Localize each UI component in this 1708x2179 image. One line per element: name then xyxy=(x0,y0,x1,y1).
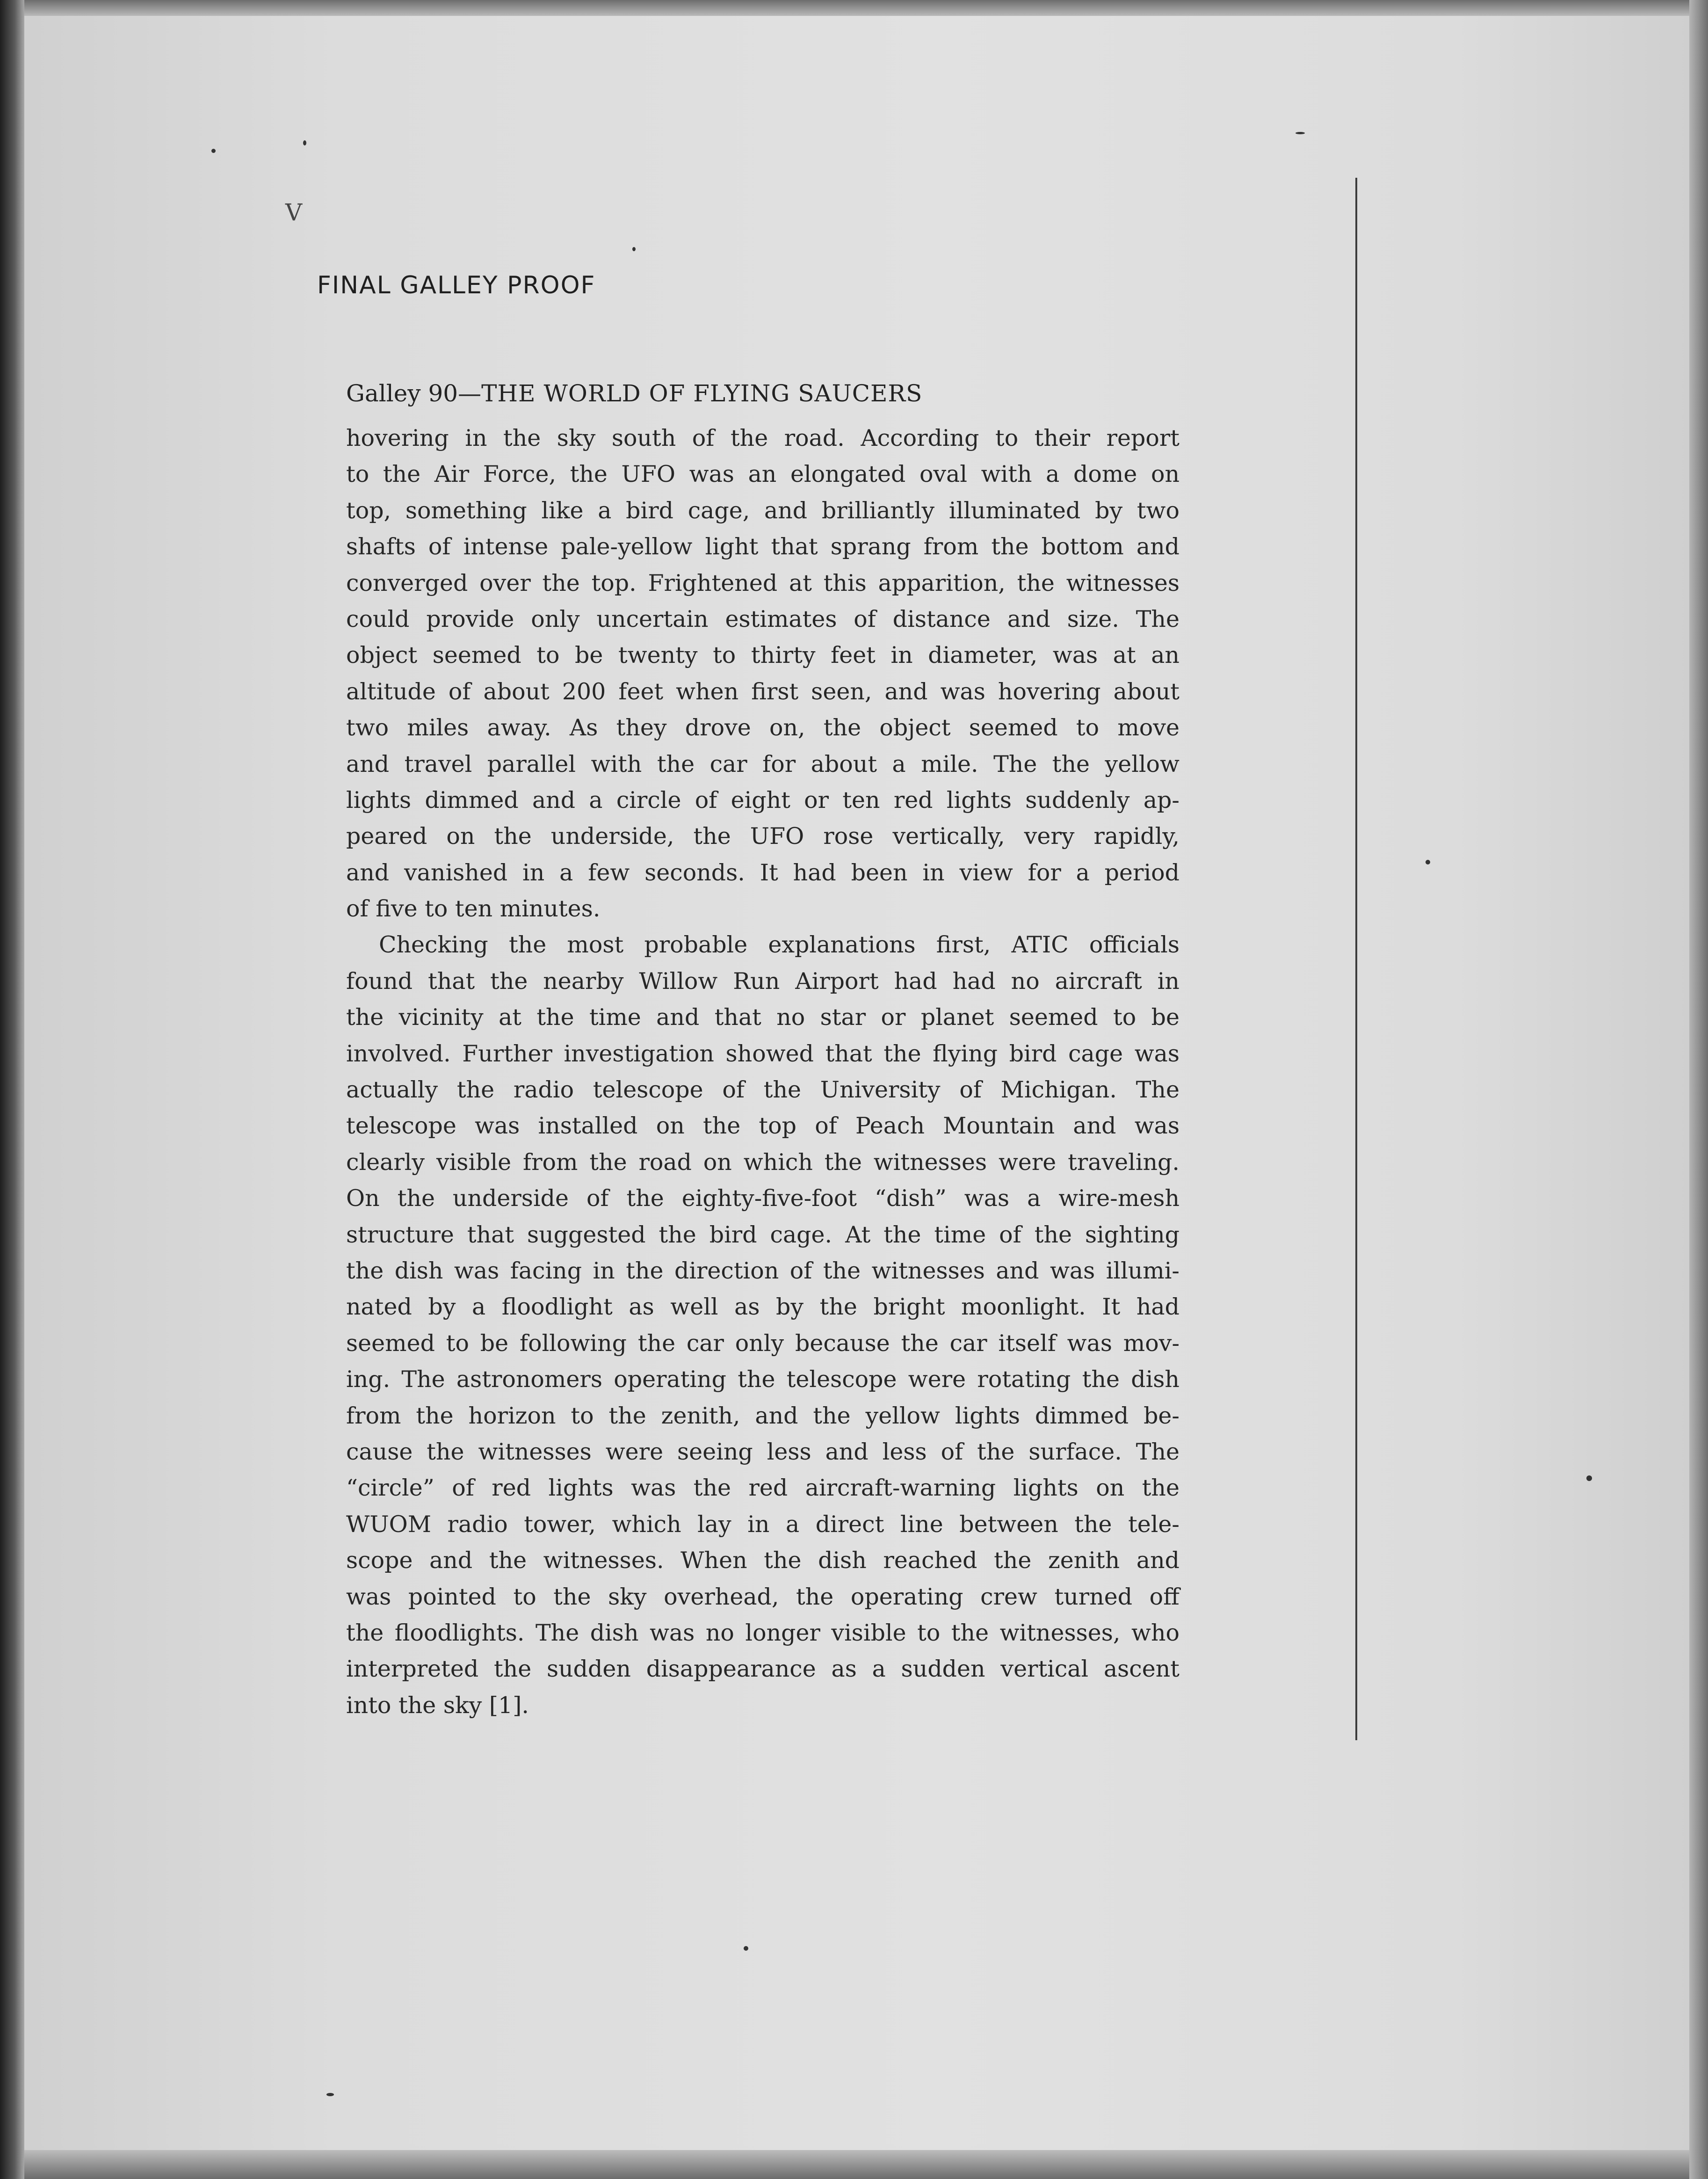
galley-title: THE WORLD OF FLYING SAUCERS xyxy=(481,380,923,407)
text-line: was pointed to the sky overhead, the operating crew turned off xyxy=(346,1583,1180,1610)
text-line: “circle” of red lights was the red aircraft-warning lights on the xyxy=(346,1474,1180,1502)
text-line: shafts of intense pale-yellow light that sprang from the bottom and xyxy=(346,533,1180,560)
text-line: from the horizon to the zenith, and the yellow lights dimmed be- xyxy=(346,1402,1180,1429)
text-line: two miles away. As they drove on, the object seemed to move xyxy=(346,714,1180,741)
scan-edge-bottom xyxy=(0,2150,1708,2179)
text-line: scope and the witnesses. When the dish reached the zenith and xyxy=(346,1547,1180,1574)
text-line: the floodlights. The dish was no longer visible to the witnesses, who xyxy=(346,1619,1180,1646)
dust-speck xyxy=(1426,860,1430,864)
galley-number: Galley 90— xyxy=(346,380,482,407)
text-line: structure that suggested the bird cage. At the time of the sighting xyxy=(346,1221,1180,1248)
scan-edge-right xyxy=(1689,0,1708,2179)
text-line: seemed to be following the car only because the car itself was mov- xyxy=(346,1329,1180,1357)
text-line: WUOM radio tower, which lay in a direct line between the tele- xyxy=(346,1511,1180,1538)
text-line: nated by a floodlight as well as by the bright moonlight. It had xyxy=(346,1293,1180,1321)
dust-speck xyxy=(744,1946,748,1951)
text-line: converged over the top. Frightened at this apparition, the witnesses xyxy=(346,569,1180,596)
text-line: top, something like a bird cage, and brilliantly illuminated by two xyxy=(346,497,1180,524)
text-line: cause the witnesses were seeing less and less of the surface. The xyxy=(346,1438,1180,1465)
text-line: could provide only uncertain estimates of distance and size. The xyxy=(346,605,1180,632)
dust-speck xyxy=(211,149,216,153)
text-line: altitude of about 200 feet when first seen, and was hovering about xyxy=(346,678,1180,705)
text-line: and vanished in a few seconds. It had been in view for a period xyxy=(346,859,1180,886)
text-line: interpreted the sudden disappearance as a sudden vertical ascent xyxy=(346,1656,1180,1683)
body-text xyxy=(346,420,1180,1723)
text-line: the dish was facing in the direction of the witnesses and was illumi- xyxy=(346,1257,1180,1284)
text-line: lights dimmed and a circle of eight or ten red lights suddenly ap- xyxy=(346,786,1180,813)
text-line: actually the radio telescope of the University of Michigan. The xyxy=(346,1076,1180,1104)
margin-rule xyxy=(1355,178,1357,1740)
text-line: involved. Further investigation showed that the flying bird cage was xyxy=(346,1040,1180,1067)
text-line: of five to ten minutes. xyxy=(346,895,601,922)
text-line: to the Air Force, the UFO was an elongated oval with a dome on xyxy=(346,461,1180,488)
text-line: found that the nearby Willow Run Airport had had no aircraft in xyxy=(346,967,1180,995)
scan-edge-left xyxy=(0,0,24,2179)
text-line: into the sky [1]. xyxy=(346,1692,529,1719)
text-line: Checking the most probable explanations first, ATIC officials xyxy=(379,931,1180,959)
proof-label: FINAL GALLEY PROOF xyxy=(317,271,596,299)
paragraph xyxy=(346,420,1180,927)
galley-heading xyxy=(346,380,922,407)
text-line: object seemed to be twenty to thirty feet in diameter, was at an xyxy=(346,642,1180,669)
text-line: peared on the underside, the UFO rose vertically, very rapidly, xyxy=(346,823,1180,850)
text-line: hovering in the sky south of the road. According to their report xyxy=(346,425,1180,451)
dust-speck xyxy=(1586,1475,1592,1481)
scan-edge-top xyxy=(0,0,1708,16)
text-line: the vicinity at the time and that no star or planet seemed to be xyxy=(346,1004,1180,1031)
dust-speck xyxy=(632,247,636,251)
text-line: On the underside of the eighty-five-foot “dish” was a wire-mesh xyxy=(346,1185,1180,1212)
corner-mark: V xyxy=(285,199,303,226)
dust-speck xyxy=(326,2093,334,2096)
dust-speck xyxy=(1295,132,1305,134)
text-line: telescope was installed on the top of Peach Mountain and was xyxy=(346,1112,1180,1140)
text-line: ing. The astronomers operating the telescope were rotating the dish xyxy=(346,1366,1180,1393)
paragraph xyxy=(346,927,1180,1723)
dust-speck xyxy=(303,140,306,145)
text-line: clearly visible from the road on which the witnesses were traveling. xyxy=(346,1148,1180,1176)
text-line: and travel parallel with the car for about a mile. The the yellow xyxy=(346,750,1180,777)
